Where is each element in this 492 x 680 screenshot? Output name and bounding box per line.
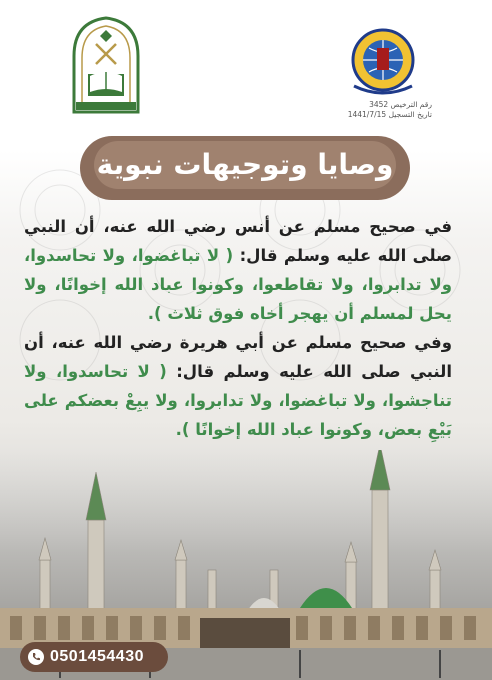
hadith-2 (24, 328, 452, 444)
license-number: رقم الترخيص 3452 (369, 100, 432, 109)
hadith-text (24, 212, 452, 444)
hadith-2-intro: وفي صحيح مسلم عن أبي هريرة رضي الله عنه، أن النبي صلى الله عليه وسلم قال: (24, 333, 452, 381)
registration-date: تاريخ التسجيل 1441/7/15 (347, 110, 432, 119)
phone-number: 0501454430 (50, 648, 144, 665)
hadith-1-quote: ( لا تباغضوا، ولا تحاسدوا، ولا تدابروا، ولا تقاطعوا، وكونوا عباد الله إخوانًا، ولا يحل لمسلم أن يهجر أخاه فوق ثلاث ). (24, 246, 452, 323)
hadith-2-quote: ( لا تحاسدوا، ولا تناجشوا، ولا تباغضوا، ولا تدابروا، ولا يبِعْ بعضكم على بَيْعِ بعض، وكونوا عباد الله إخوانًا ). (24, 362, 452, 439)
page-title: وصايا وتوجيهات نبوية (96, 148, 394, 181)
hadith-1 (24, 212, 452, 328)
license-info (340, 100, 432, 120)
association-globe-emblem-icon (344, 26, 422, 98)
phone-icon (28, 649, 44, 665)
ministry-emblem-icon (66, 16, 146, 114)
phone-badge[interactable] (20, 642, 168, 672)
hadith-1-intro: في صحيح مسلم عن أنس رضي الله عنه، أن النبي صلى الله عليه وسلم قال: (24, 217, 453, 265)
